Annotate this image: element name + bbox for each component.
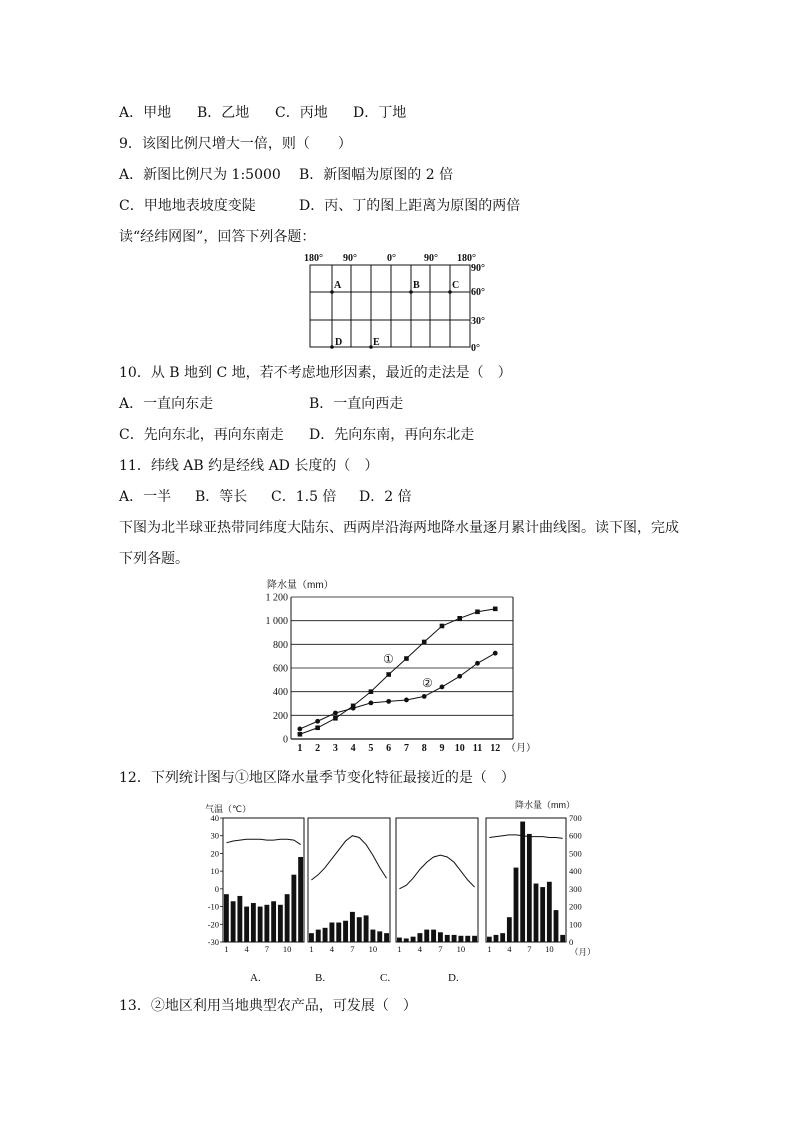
q11-option-a: A．一半 bbox=[119, 489, 172, 505]
precip-bar bbox=[500, 933, 505, 942]
precip-bar bbox=[377, 931, 382, 942]
series-2-point bbox=[457, 674, 462, 679]
series-2-point bbox=[475, 661, 480, 666]
lon-label-0: 0° bbox=[387, 253, 396, 264]
climate-panel-d bbox=[486, 818, 566, 954]
q13-stem: 13．②地区利用当地典型农产品，可发展（ ） bbox=[119, 998, 417, 1014]
series-2-point bbox=[404, 698, 409, 703]
temp-tick: -10 bbox=[207, 901, 219, 912]
month-tick: 4 bbox=[417, 944, 423, 954]
precip-bar bbox=[507, 917, 512, 942]
cum-ytick: 0 bbox=[283, 734, 288, 746]
series-2-label: ② bbox=[422, 676, 433, 690]
cum-xtick: 5 bbox=[368, 743, 374, 754]
cum-xtick: 8 bbox=[421, 743, 427, 754]
precip-bar bbox=[514, 868, 519, 942]
lat-label-30: 30° bbox=[471, 316, 485, 327]
cum-ytick: 800 bbox=[273, 639, 288, 651]
precip-bar bbox=[271, 901, 276, 942]
month-tick: 10 bbox=[456, 944, 466, 954]
q8-options bbox=[119, 103, 406, 123]
cum-ytick: 400 bbox=[273, 687, 288, 699]
cum-xtick: 7 bbox=[403, 743, 409, 754]
cum-xtick: 2 bbox=[315, 743, 321, 754]
precip-bar bbox=[560, 935, 565, 942]
temp-tick: 20 bbox=[210, 848, 219, 859]
precip-tick: 500 bbox=[569, 848, 582, 859]
series-1-point bbox=[457, 616, 462, 621]
precip-bar bbox=[329, 923, 334, 942]
month-tick: 10 bbox=[282, 944, 292, 954]
cum-xtick: 3 bbox=[332, 743, 338, 754]
series-1-point bbox=[386, 672, 391, 677]
month-tick: 10 bbox=[368, 944, 378, 954]
q9-options-row1 bbox=[119, 165, 453, 185]
series-2-line bbox=[300, 653, 495, 729]
precip-bar bbox=[364, 915, 369, 942]
series-1-point bbox=[440, 624, 445, 629]
precip-tick: 200 bbox=[569, 901, 582, 912]
precip-bar bbox=[316, 930, 321, 942]
precip-tick: 600 bbox=[569, 830, 582, 841]
q11-option-c: C．1.5 倍 bbox=[271, 489, 337, 505]
month-tick: 7 bbox=[438, 944, 443, 954]
series-1-point bbox=[333, 716, 338, 721]
series-1-point bbox=[422, 640, 427, 645]
precip-bar bbox=[404, 938, 409, 942]
precip-bar bbox=[540, 887, 545, 942]
precip-tick: 100 bbox=[569, 919, 582, 930]
month-tick: 4 bbox=[507, 944, 512, 954]
month-tick: 1 bbox=[309, 944, 314, 954]
precip-bar bbox=[309, 933, 314, 942]
cum-ytick: 600 bbox=[273, 663, 288, 675]
series-2-point bbox=[493, 651, 498, 656]
q11-options bbox=[119, 487, 412, 507]
q9-options-row2 bbox=[119, 196, 520, 216]
lat-label-60: 60° bbox=[471, 287, 485, 298]
series-1-label: ① bbox=[383, 652, 394, 666]
lon-label-180e: 180° bbox=[457, 253, 476, 264]
lon-label-90e: 90° bbox=[424, 253, 438, 264]
series-2-point bbox=[297, 727, 302, 732]
precip-bar bbox=[452, 935, 457, 942]
climate-panel-b bbox=[308, 818, 390, 954]
q9-option-d: D．丙、丁的图上距离为原图的两倍 bbox=[299, 198, 521, 214]
precip-bar bbox=[424, 930, 429, 942]
q10-options-row1 bbox=[119, 394, 403, 414]
q8-option-c: C．丙地 bbox=[275, 105, 328, 121]
precip-bar bbox=[431, 930, 436, 942]
cum-xtick: 6 bbox=[386, 743, 392, 754]
precip-bar bbox=[323, 928, 328, 942]
precip-bar bbox=[336, 923, 341, 942]
cum-ytick: 1 200 bbox=[265, 592, 288, 604]
cum-ylabel: 降水量（mm） bbox=[267, 580, 334, 591]
precip-bar bbox=[472, 936, 477, 942]
q8-option-b: B．乙地 bbox=[197, 105, 250, 121]
q10-option-d: D．先向东南，再向东北走 bbox=[309, 427, 475, 443]
temp-tick: 30 bbox=[210, 830, 219, 841]
q8-option-a: A．甲地 bbox=[119, 105, 172, 121]
series-1-point bbox=[404, 656, 409, 661]
temp-tick: -30 bbox=[207, 937, 219, 947]
series-2-point bbox=[369, 701, 374, 706]
series-1-point bbox=[493, 607, 498, 612]
climate-panel-c bbox=[396, 818, 478, 954]
precip-bar bbox=[554, 910, 559, 942]
lon-label-180w: 180° bbox=[304, 253, 323, 264]
climate-label-d: D. bbox=[448, 972, 459, 984]
precip-bar bbox=[465, 936, 470, 942]
cum-xtick: 1 bbox=[297, 743, 303, 754]
q9-option-a: A．新图比例尺为 1:5000 bbox=[119, 167, 281, 183]
precip-bar bbox=[350, 912, 355, 942]
month-tick: 7 bbox=[527, 944, 532, 954]
point-d-label: D bbox=[335, 337, 343, 348]
q10-option-b: B．一直向西走 bbox=[309, 396, 404, 412]
q8-option-d: D．丁地 bbox=[353, 105, 407, 121]
precip-bar bbox=[258, 907, 263, 942]
grid-intro: 读“经纬网图”，回答下列各题： bbox=[119, 229, 316, 245]
precip-bar bbox=[520, 822, 525, 942]
precip-bar bbox=[487, 937, 492, 942]
month-tick: 1 bbox=[224, 944, 229, 954]
cum-ytick: 1 000 bbox=[265, 616, 288, 628]
q9-option-b: B．新图幅为原图的 2 倍 bbox=[299, 167, 454, 183]
q10-option-c: C．先向东北，再向东南走 bbox=[119, 427, 284, 443]
q11-stem: 11．纬线 AB 约是经线 AD 长度的（ ） bbox=[119, 458, 379, 474]
month-tick: 7 bbox=[264, 944, 269, 954]
month-tick: 1 bbox=[487, 944, 492, 954]
precip-bar bbox=[534, 884, 539, 942]
precip-bar bbox=[357, 917, 362, 942]
cum-xtick: 4 bbox=[350, 743, 356, 754]
precip-tick: 300 bbox=[569, 883, 582, 894]
precip-bar bbox=[343, 921, 348, 942]
q10-stem: 10．从 B 地到 C 地，若不考虑地形因素，最近的走法是（ ） bbox=[119, 365, 512, 381]
precip-bar bbox=[494, 935, 499, 942]
q12-stem: 12．下列统计图与①地区降水量季节变化特征最接近的是（ ） bbox=[119, 770, 515, 786]
point-e-label: E bbox=[373, 337, 380, 348]
precip-bar bbox=[285, 894, 290, 942]
cum-xtick: 10 bbox=[454, 743, 465, 754]
intro-line-2: 下列各题。 bbox=[119, 551, 189, 567]
precip-bar bbox=[458, 936, 463, 942]
precip-bar bbox=[224, 894, 229, 942]
precip-bar bbox=[244, 907, 249, 942]
precip-bar bbox=[278, 905, 283, 942]
month-tick: 4 bbox=[329, 944, 335, 954]
temp-tick: 40 bbox=[210, 813, 219, 823]
lon-label-90w: 90° bbox=[343, 253, 357, 264]
q11-option-b: B．等长 bbox=[195, 489, 248, 505]
lat-long-grid bbox=[300, 250, 500, 354]
month-tick: 10 bbox=[545, 944, 554, 954]
precip-bar bbox=[370, 930, 375, 942]
precip-tick: 700 bbox=[569, 813, 582, 823]
q9-option-c: C．甲地地表坡度变陡 bbox=[119, 198, 256, 214]
precip-axis-label: 降水量（mm） bbox=[515, 800, 575, 810]
cum-xtick: 12 bbox=[490, 743, 501, 754]
temp-tick: -20 bbox=[207, 919, 219, 930]
precip-bar bbox=[231, 901, 236, 942]
temp-axis-label: 气温（℃） bbox=[205, 804, 252, 814]
precip-bar bbox=[411, 937, 416, 942]
intro-line-1: 下图为北半球亚热带同纬度大陆东、西两岸沿海两地降水量逐月累计曲线图。读下图，完成 bbox=[119, 520, 679, 536]
month-tick: 7 bbox=[350, 944, 355, 954]
precip-bar bbox=[438, 932, 443, 942]
precip-bar bbox=[527, 834, 532, 942]
series-2-point bbox=[333, 711, 338, 716]
cum-xtick: 9 bbox=[439, 743, 445, 754]
precip-bar bbox=[298, 857, 303, 942]
cum-xtick: 11 bbox=[472, 743, 483, 754]
month-tick: 1 bbox=[397, 944, 402, 954]
precip-bar bbox=[417, 933, 422, 942]
precip-bar bbox=[251, 903, 256, 942]
point-b-label: B bbox=[413, 280, 420, 291]
precip-bar bbox=[291, 875, 296, 942]
climate-x-unit: （月） bbox=[570, 947, 596, 957]
q10-options-row2 bbox=[119, 425, 474, 445]
series-2-point bbox=[422, 694, 427, 699]
precip-tick: 0 bbox=[569, 937, 574, 947]
series-1-point bbox=[315, 725, 320, 730]
cum-xlabel: （月） bbox=[506, 743, 536, 754]
month-tick: 4 bbox=[244, 944, 249, 954]
precip-tick: 400 bbox=[569, 866, 582, 877]
point-c-label: C bbox=[452, 280, 460, 291]
precip-bar bbox=[547, 882, 552, 942]
cum-ytick: 200 bbox=[273, 710, 288, 722]
temp-tick: 10 bbox=[210, 866, 219, 877]
series-1-point bbox=[298, 732, 303, 737]
climate-label-b: B. bbox=[315, 972, 326, 984]
climate-panel-a bbox=[223, 818, 304, 954]
climate-charts bbox=[200, 798, 596, 988]
point-a-label: A bbox=[334, 280, 342, 291]
climate-label-a: A. bbox=[250, 972, 261, 984]
series-2-point bbox=[315, 719, 320, 724]
series-1-point bbox=[475, 609, 480, 614]
series-2-point bbox=[440, 685, 445, 690]
climate-label-c: C. bbox=[380, 972, 391, 984]
precip-bar bbox=[237, 896, 242, 942]
lat-label-90: 90° bbox=[471, 263, 485, 274]
cumulative-precip-chart bbox=[255, 575, 545, 760]
precip-bar bbox=[264, 905, 269, 942]
precip-bar bbox=[397, 938, 402, 942]
q11-option-d: D．2 倍 bbox=[359, 489, 412, 505]
temp-tick: 0 bbox=[214, 883, 219, 894]
q10-option-a: A．一直向东走 bbox=[119, 396, 214, 412]
series-1-point bbox=[369, 689, 374, 694]
q9-stem: 9．该图比例尺增大一倍，则（ ） bbox=[119, 136, 352, 152]
series-2-point bbox=[386, 699, 391, 704]
series-2-point bbox=[351, 706, 356, 711]
precip-bar bbox=[384, 933, 389, 942]
lat-label-0: 0° bbox=[471, 343, 480, 354]
precip-bar bbox=[445, 935, 450, 942]
